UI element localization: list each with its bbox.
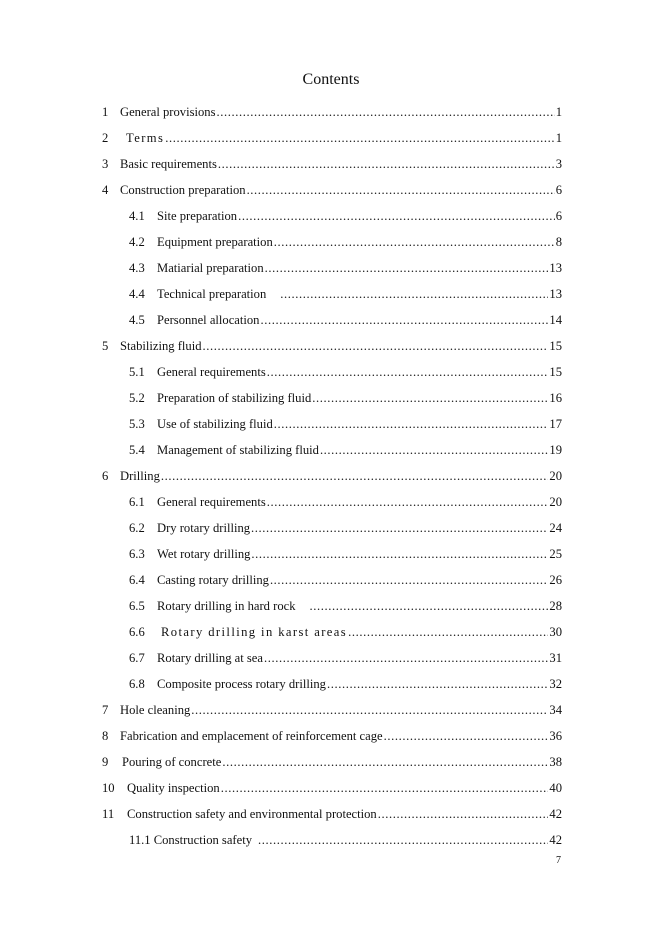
dot-leader <box>265 255 549 281</box>
dot-leader <box>274 411 549 437</box>
dot-leader <box>327 671 548 697</box>
toc-label: Wet rotary drilling <box>157 547 251 561</box>
toc-number: 6.5 <box>129 599 145 613</box>
toc-page: 13 <box>549 287 562 301</box>
toc-entry-6-4[interactable] <box>0 567 662 593</box>
toc-number: 6.8 <box>129 677 145 691</box>
toc-label: Composite process rotary drilling <box>157 677 326 691</box>
dot-leader <box>348 619 548 645</box>
toc-number: 5.2 <box>129 391 145 405</box>
toc-label: Dry rotary drilling <box>157 521 251 535</box>
toc-label: General requirements <box>157 495 266 509</box>
toc-page: 20 <box>549 469 562 483</box>
toc-page: 6 <box>555 209 562 223</box>
toc-page: 42 <box>549 833 562 847</box>
toc-page: 8 <box>555 235 562 249</box>
toc-number: 7 <box>102 703 109 717</box>
dot-leader <box>203 333 549 359</box>
toc-entry-4-2[interactable] <box>0 229 662 255</box>
toc-label: Terms <box>126 131 165 145</box>
toc-page: 28 <box>549 599 562 613</box>
toc-label: Hole cleaning <box>120 703 191 717</box>
toc-page: 36 <box>549 729 562 743</box>
toc-page: 34 <box>549 703 562 717</box>
dot-leader <box>221 775 549 801</box>
toc-label: General requirements <box>157 365 266 379</box>
toc-page: 31 <box>549 651 562 665</box>
toc-entry-6-2[interactable] <box>0 515 662 541</box>
toc-number: 6.3 <box>129 547 145 561</box>
toc-label: Rotary drilling at sea <box>157 651 263 665</box>
toc-number: 4.4 <box>129 287 145 301</box>
toc-label: Matiarial preparation <box>157 261 264 275</box>
toc-number: 4 <box>102 183 109 197</box>
toc-label: Management of stabilizing fluid <box>157 443 319 457</box>
toc-label: Site preparation <box>157 209 238 223</box>
toc-page: 15 <box>549 339 562 353</box>
dot-leader <box>267 489 549 515</box>
dot-leader <box>258 827 548 853</box>
toc-label: Personnel allocation <box>157 313 260 327</box>
table-of-contents <box>0 99 662 853</box>
toc-page: 17 <box>549 417 562 431</box>
page-number: 7 <box>556 855 561 866</box>
toc-entry-5-1[interactable] <box>0 359 662 385</box>
toc-label: Drilling <box>120 469 160 483</box>
toc-page: 26 <box>549 573 562 587</box>
toc-label: Use of stabilizing fluid <box>157 417 273 431</box>
toc-label: Fabrication and emplacement of reinforcement cage <box>120 729 383 743</box>
dot-leader <box>161 463 549 489</box>
dot-leader <box>378 801 549 827</box>
toc-label: General provisions <box>120 105 216 119</box>
toc-entry-11-1[interactable] <box>0 827 662 853</box>
toc-number: 2 <box>102 131 109 145</box>
toc-label: Technical preparation <box>157 287 267 301</box>
dot-leader <box>310 593 549 619</box>
toc-label: Stabilizing fluid <box>120 339 202 353</box>
toc-entry-4-5[interactable] <box>0 307 662 333</box>
toc-number: 3 <box>102 157 109 171</box>
toc-page: 1 <box>555 105 562 119</box>
toc-number: 6.1 <box>129 495 145 509</box>
toc-entry-7[interactable] <box>0 697 662 723</box>
dot-leader <box>247 177 555 203</box>
toc-number: 11 <box>102 807 115 821</box>
toc-page: 16 <box>549 391 562 405</box>
toc-label: Rotary drilling in karst areas <box>161 625 348 639</box>
toc-page: 38 <box>549 755 562 769</box>
toc-entry-10[interactable] <box>0 775 662 801</box>
toc-entry-6-3[interactable] <box>0 541 662 567</box>
toc-entry-6-8[interactable] <box>0 671 662 697</box>
toc-label: Pouring of concrete <box>122 755 222 769</box>
toc-entry-6-5[interactable] <box>0 593 662 619</box>
toc-number: 6.6 <box>129 625 145 639</box>
dot-leader <box>312 385 548 411</box>
dot-leader <box>270 567 548 593</box>
toc-number: 5.3 <box>129 417 145 431</box>
toc-entry-4-4[interactable] <box>0 281 662 307</box>
toc-entry-3[interactable] <box>0 151 662 177</box>
toc-number: 6.2 <box>129 521 145 535</box>
toc-label: Casting rotary drilling <box>157 573 269 587</box>
dot-leader <box>264 645 548 671</box>
toc-entry-6-6[interactable] <box>0 619 662 645</box>
toc-number: 4.2 <box>129 235 145 249</box>
toc-entry-5-3[interactable] <box>0 411 662 437</box>
toc-number: 4.3 <box>129 261 145 275</box>
toc-label: Basic requirements <box>120 157 217 171</box>
dot-leader <box>216 99 554 125</box>
dot-leader <box>320 437 548 463</box>
toc-page: 1 <box>555 131 562 145</box>
page-title: Contents <box>302 71 360 88</box>
dot-leader <box>251 515 548 541</box>
toc-number: 5.4 <box>129 443 145 457</box>
toc-entry-6-7[interactable] <box>0 645 662 671</box>
toc-entry-4-3[interactable] <box>0 255 662 281</box>
toc-entry-6-1[interactable] <box>0 489 662 515</box>
dot-leader <box>218 151 555 177</box>
toc-entry-4-1[interactable] <box>0 203 662 229</box>
toc-entry-5-2[interactable] <box>0 385 662 411</box>
toc-entry-11[interactable] <box>0 801 662 827</box>
dot-leader <box>267 359 549 385</box>
toc-label: Construction preparation <box>120 183 246 197</box>
dot-leader <box>274 229 555 255</box>
toc-number: 5 <box>102 339 109 353</box>
dot-leader <box>222 749 548 775</box>
toc-page: 42 <box>549 807 562 821</box>
toc-entry-1[interactable] <box>0 99 662 125</box>
toc-number: 6 <box>102 469 109 483</box>
toc-number: 8 <box>102 729 109 743</box>
toc-number: 1 <box>102 105 109 119</box>
toc-page: 14 <box>549 313 562 327</box>
toc-page: 20 <box>549 495 562 509</box>
toc-entry-6[interactable] <box>0 463 662 489</box>
toc-page: 32 <box>549 677 562 691</box>
dot-leader <box>251 541 548 567</box>
toc-page: 19 <box>549 443 562 457</box>
toc-entry-5[interactable] <box>0 333 662 359</box>
dot-leader <box>238 203 555 229</box>
toc-number: 4.5 <box>129 313 145 327</box>
toc-number: 6.4 <box>129 573 145 587</box>
toc-label: Equipment preparation <box>157 235 273 249</box>
dot-leader <box>280 281 548 307</box>
toc-label: Construction safety and environmental protection <box>127 807 377 821</box>
toc-entry-5-4[interactable] <box>0 437 662 463</box>
toc-entry-2[interactable] <box>0 125 662 151</box>
toc-entry-8[interactable] <box>0 723 662 749</box>
toc-page: 3 <box>555 157 562 171</box>
toc-label: 11.1 Construction safety <box>129 833 253 847</box>
toc-label: Rotary drilling in hard rock <box>157 599 296 613</box>
dot-leader <box>260 307 548 333</box>
dot-leader <box>191 697 548 723</box>
toc-entry-4[interactable] <box>0 177 662 203</box>
toc-page: 25 <box>549 547 562 561</box>
toc-number: 5.1 <box>129 365 145 379</box>
toc-label: Preparation of stabilizing fluid <box>157 391 312 405</box>
toc-number: 6.7 <box>129 651 145 665</box>
toc-number: 4.1 <box>129 209 145 223</box>
toc-page: 40 <box>549 781 562 795</box>
toc-number: 10 <box>102 781 115 795</box>
toc-entry-9[interactable] <box>0 749 662 775</box>
toc-page: 24 <box>549 521 562 535</box>
toc-number: 9 <box>102 755 109 769</box>
dot-leader <box>384 723 549 749</box>
toc-page: 30 <box>549 625 562 639</box>
toc-label: Quality inspection <box>127 781 220 795</box>
dot-leader <box>165 125 554 151</box>
toc-page: 15 <box>549 365 562 379</box>
toc-page: 6 <box>555 183 562 197</box>
toc-page: 13 <box>549 261 562 275</box>
